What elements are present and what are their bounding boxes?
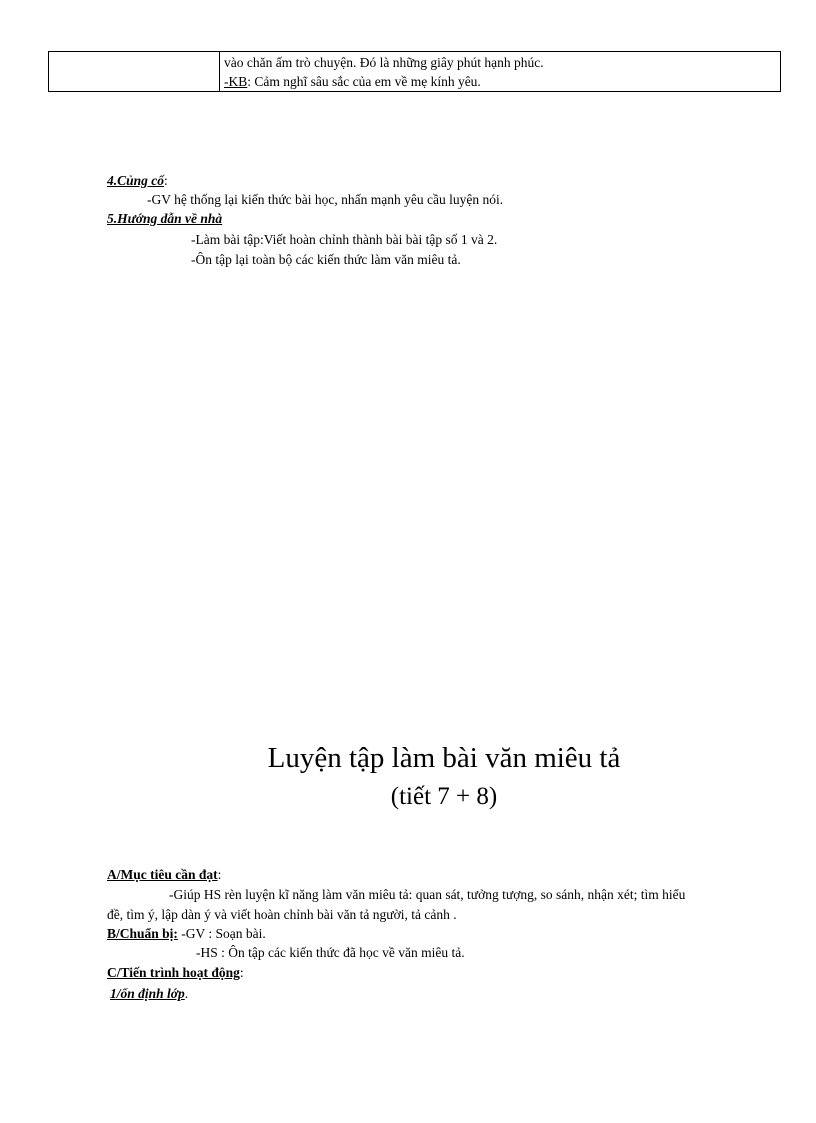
section-a-line-2: đề, tìm ý, lập dàn ý và viết hoàn chỉnh bài văn tả người, tả cảnh . bbox=[107, 907, 457, 922]
section-5-line-2: -Ôn tập lại toàn bộ các kiến thức làm văn miêu tả. bbox=[191, 252, 461, 267]
section-c-heading-suffix: : bbox=[239, 965, 244, 980]
table-column-divider bbox=[219, 52, 220, 91]
section-c-heading: C/Tiến trình hoạt động bbox=[107, 965, 240, 980]
conclusion-text: : Cảm nghĩ sâu sắc của em về mẹ kính yêu. bbox=[247, 74, 481, 89]
section-a-line-1: -Giúp HS rèn luyện kĩ năng làm văn miêu tả: quan sát, tưởng tượng, so sánh, nhận xét; tìm hiểu bbox=[169, 887, 686, 902]
continuation-table bbox=[48, 51, 781, 92]
section-5-heading: 5.Hướng dẫn về nhà bbox=[107, 211, 223, 226]
section-a-heading-suffix: : bbox=[217, 867, 222, 882]
section-b-line-1: -GV : Soạn bài. bbox=[177, 926, 266, 941]
section-4-line-1: -GV hệ thống lại kiến thức bài học, nhấn mạnh yêu cầu luyện nói. bbox=[147, 192, 504, 207]
section-5-line-1: -Làm bài tập:Viết hoàn chỉnh thành bài bài tập số 1 và 2. bbox=[191, 232, 498, 247]
section-c-sub-1: 1/ổn định lớp bbox=[110, 986, 185, 1001]
lesson-title: Luyện tập làm bài văn miêu tả bbox=[267, 742, 621, 774]
section-b-row-1 bbox=[107, 926, 266, 942]
table-cell-line-1: vào chăn ấm trò chuyện. Đó là những giây phút hạnh phúc. bbox=[224, 55, 544, 70]
section-b-line-2: -HS : Ôn tập các kiến thức đã học về văn miêu tả. bbox=[196, 945, 465, 960]
section-4-heading-row bbox=[107, 173, 168, 189]
lesson-subtitle: (tiết 7 + 8) bbox=[390, 783, 498, 810]
section-c-heading-row bbox=[107, 965, 244, 981]
section-c-sub-1-suffix: . bbox=[184, 986, 189, 1001]
table-cell-line-2 bbox=[224, 74, 481, 90]
section-c-sub-1-row bbox=[110, 986, 188, 1002]
section-b-heading: B/Chuẩn bị: bbox=[107, 926, 178, 941]
conclusion-label: -KB bbox=[224, 74, 248, 89]
section-4-heading: 4.Củng cố bbox=[107, 173, 165, 188]
section-4-heading-suffix: : bbox=[164, 173, 168, 188]
section-a-heading-row bbox=[107, 867, 221, 883]
section-a-heading: A/Mục tiêu cần đạt bbox=[107, 867, 218, 882]
section-5-heading-row bbox=[107, 211, 222, 227]
